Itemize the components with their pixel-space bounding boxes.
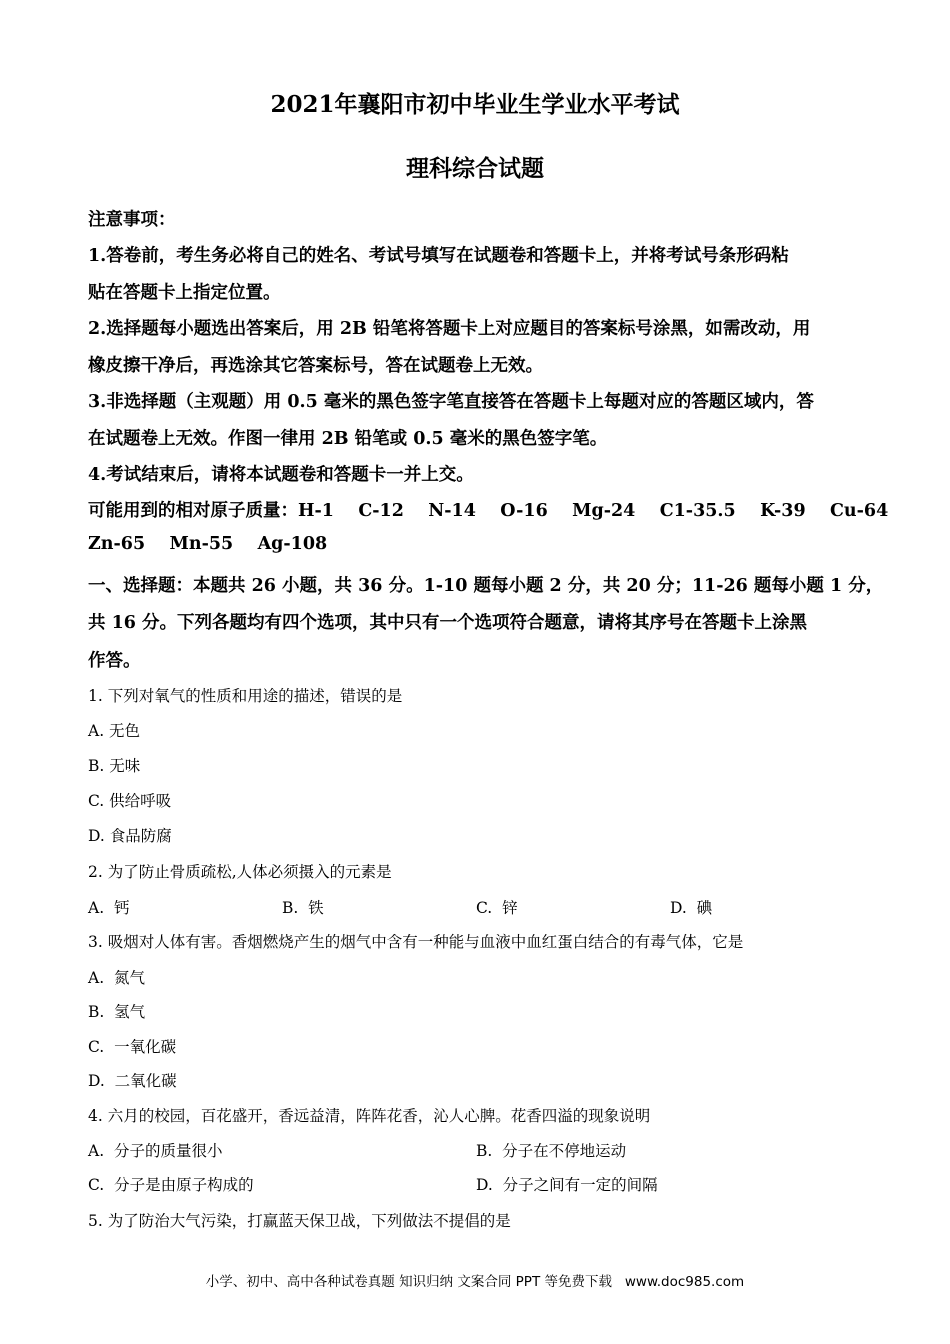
section-instructions: 共 16 分。下列各题均有四个选项，其中只有一个选项符合题意，请将其序号在答题卡上涂黑: [88, 613, 808, 633]
notice-line: 4.考试结束后，请将本试题卷和答题卡一并上交。: [88, 465, 474, 485]
atomic-mass-line: 可能用到的相对原子质量：H-1 C-12 N-14 O-16 Mg-24 C1-35.5 K-39 Cu-64: [88, 501, 889, 521]
question-stem: 4. 六月的校园，百花盛开，香远益清，阵阵花香，沁人心脾。花香四溢的现象说明: [88, 1107, 651, 1125]
question-option: A. 无色: [88, 722, 141, 740]
exam-title: 2021年襄阳市初中毕业生学业水平考试: [270, 91, 680, 118]
question-option: A. 氮气: [88, 969, 145, 987]
question-option: B. 铁: [282, 899, 324, 917]
notice-line: 1.答卷前，考生务必将自己的姓名、考试号填写在试题卷和答题卡上，并将考试号条形码粘: [88, 246, 789, 266]
question-option: C. 供给呼吸: [88, 792, 172, 810]
question-option: A. 钙: [88, 899, 130, 917]
question-stem: 2. 为了防止骨质疏松,人体必须摄入的元素是: [88, 863, 392, 881]
question-option: B. 分子在不停地运动: [476, 1142, 627, 1160]
question-stem: 1. 下列对氧气的性质和用途的描述，错误的是: [88, 687, 403, 705]
page-footer: [0, 1270, 950, 1290]
question-option: C. 分子是由原子构成的: [88, 1176, 254, 1194]
question-option: D. 二氧化碳: [88, 1072, 177, 1090]
question-option: B. 无味: [88, 757, 141, 775]
question-option: D. 碘: [670, 899, 713, 917]
question-option: D. 分子之间有一定的间隔: [476, 1176, 658, 1194]
section-instructions: 一、选择题：本题共 26 小题，共 36 分。1-10 题每小题 2 分，共 20 分；11-26 题每小题 1 分，: [88, 576, 884, 596]
question-option: B. 氢气: [88, 1003, 146, 1021]
notice-heading: 注意事项：: [88, 210, 176, 230]
question-option: A. 分子的质量很小: [88, 1142, 223, 1160]
question-option: C. 一氧化碳: [88, 1038, 177, 1056]
exam-subtitle: 理科综合试题: [406, 155, 544, 182]
question-option: D. 食品防腐: [88, 827, 172, 845]
notice-line: 贴在答题卡上指定位置。: [88, 283, 281, 303]
question-stem: 3. 吸烟对人体有害。香烟燃烧产生的烟气中含有一种能与血液中血红蛋白结合的有毒气体，它是: [88, 933, 744, 951]
notice-line: 在试题卷上无效。作图一律用 2B 铅笔或 0.5 毫米的黑色签字笔。: [88, 429, 608, 449]
notice-line: 2.选择题每小题选出答案后，用 2B 铅笔将答题卡上对应题目的答案标号涂黑，如需改动，用: [88, 319, 811, 339]
notice-line: 3.非选择题（主观题）用 0.5 毫米的黑色签字笔直接答在答题卡上每题对应的答题区域内，答: [88, 392, 814, 412]
footer-text: 小学、初中、高中各种试卷真题 知识归纳 文案合同 PPT 等免费下载 www.doc985.com: [205, 1274, 745, 1290]
question-option: C. 锌: [476, 899, 518, 917]
notice-line: 橡皮擦干净后，再选涂其它答案标号，答在试题卷上无效。: [88, 356, 543, 376]
section-instructions: 作答。: [88, 651, 141, 671]
question-stem: 5. 为了防治大气污染，打赢蓝天保卫战，下列做法不提倡的是: [88, 1212, 511, 1230]
atomic-mass-line: Zn-65 Mn-55 Ag-108: [88, 534, 328, 554]
